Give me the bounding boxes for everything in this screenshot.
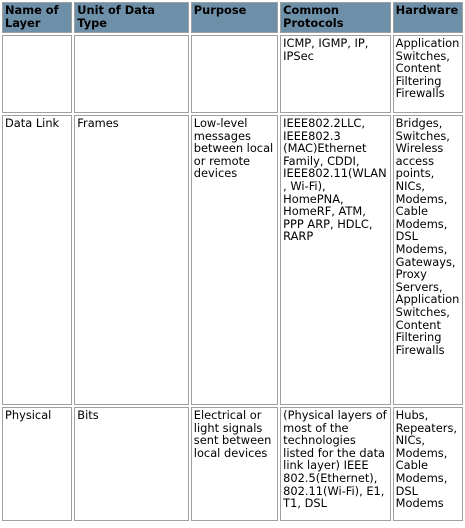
- header-common-protocols: Common Protocols: [280, 2, 390, 33]
- cell-protocols: IEEE802.2LLC, IEEE802.3 (MAC)Ethernet Family, CDDI, IEEE802.11(WLAN, Wi-Fi), HomePNA, HomeRF, ATM, PPP ARP, HDLC, RARP: [280, 115, 390, 405]
- cell-hardware: Application Switches, Content Filtering Firewalls: [393, 35, 463, 113]
- cell-unit: Bits: [74, 407, 189, 521]
- cell-hardware: Bridges, Switches, Wireless access points, NICs, Modems, Cable Modems, DSL Modems, Gateways, Proxy Servers, Application Switches, Content Filtering Firewalls: [393, 115, 463, 405]
- cell-unit: Frames: [74, 115, 189, 405]
- cell-unit: [74, 35, 189, 113]
- table-row: [2, 115, 463, 405]
- cell-protocols: (Physical layers of most of the technologies listed for the data link layer) IEEE 802.5(Ethernet), 802.11(Wi-Fi), E1, T1, DSL: [280, 407, 390, 521]
- header-unit-of-data-type: Unit of Data Type: [74, 2, 189, 33]
- table-row: [2, 407, 463, 521]
- header-hardware: Hardware: [393, 2, 463, 33]
- cell-layer-name: [2, 35, 72, 113]
- cell-protocols: ICMP, IGMP, IP, IPSec: [280, 35, 390, 113]
- cell-layer-name: Physical: [2, 407, 72, 521]
- header-purpose: Purpose: [191, 2, 278, 33]
- cell-purpose: Electrical or light signals sent between local devices: [191, 407, 278, 521]
- table-header-row: [2, 2, 463, 33]
- cell-layer-name: Data Link: [2, 115, 72, 405]
- header-name-of-layer: Name of Layer: [2, 2, 72, 33]
- cell-hardware: Hubs, Repeaters, NICs, Modems, Cable Modems, DSL Modems: [393, 407, 463, 521]
- cell-purpose: [191, 35, 278, 113]
- table-row: [2, 35, 463, 113]
- cell-purpose: Low-level messages between local or remote devices: [191, 115, 278, 405]
